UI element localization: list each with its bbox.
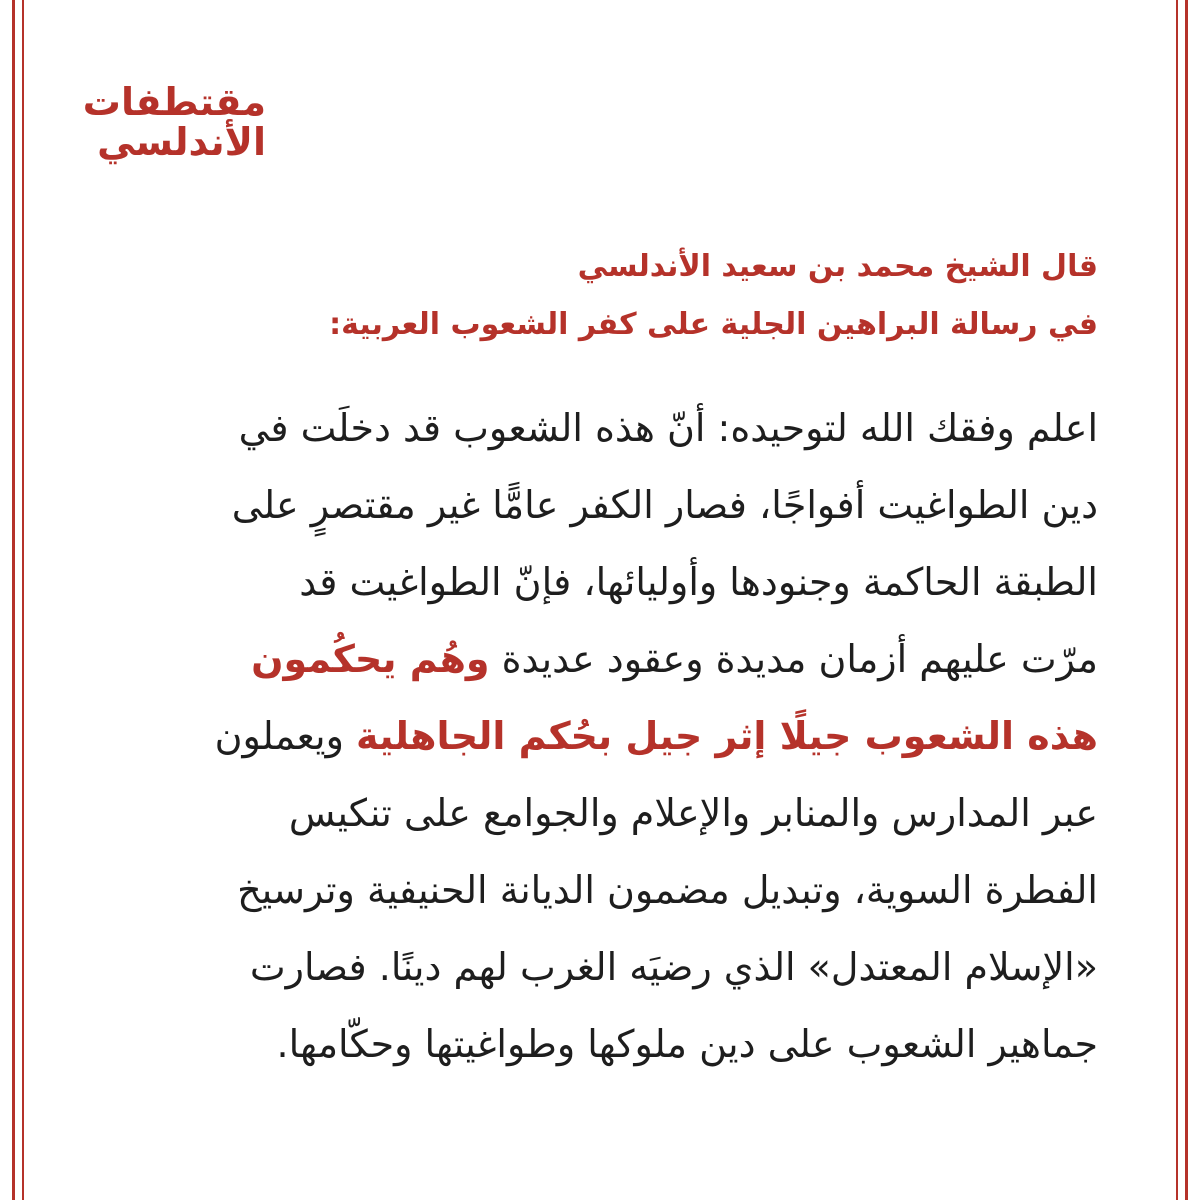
quote-line-6: عبر المدارس والمنابر والإعلام والجوامع على تنكيس	[288, 791, 1098, 835]
quote-line-5-text: ويعملون	[214, 714, 344, 758]
highlighted-phrase-2: هذه الشعوب جيلًا إثر جيل بحُكم الجاهلية	[356, 714, 1098, 758]
logo-line-2: الأندلسي	[97, 120, 266, 164]
quote-line-3: الطبقة الحاكمة وجنودها وأوليائها، فإنّ الطواغيت قد	[299, 560, 1098, 604]
attribution-line-1: قال الشيخ محمد بن سعيد الأندلسي	[577, 249, 1098, 284]
brand-logo	[82, 80, 266, 164]
logo-line-1: مقتطفات	[82, 80, 266, 124]
quote-line-1: اعلم وفقك الله لتوحيده: أنّ هذه الشعوب قد دخلَت في	[238, 406, 1098, 450]
attribution-heading	[98, 238, 1098, 354]
quote-content	[98, 238, 1098, 1083]
quote-line-7: الفطرة السوية، وتبديل مضمون الديانة الحنيفية وترسيخ	[237, 868, 1098, 912]
quote-line-4	[98, 621, 1098, 698]
frame-border-left-inner	[22, 0, 24, 1200]
frame-border-right-outer	[1185, 0, 1188, 1200]
highlighted-phrase-1: وهُم يحكُمون	[251, 637, 490, 681]
quote-line-9: جماهير الشعوب على دين ملوكها وطواغيتها وحكّامها.	[276, 1022, 1098, 1066]
quote-body	[98, 390, 1098, 1083]
quote-line-2: دين الطواغيت أفواجًا، فصار الكفر عامًّا غير مقتصرٍ على	[231, 483, 1098, 527]
quote-line-8: «الإسلام المعتدل» الذي رضيَه الغرب لهم دينًا. فصارت	[249, 945, 1098, 989]
quote-line-5	[98, 698, 1098, 775]
quote-line-4-text: مرّت عليهم أزمان مديدة وعقود عديدة	[501, 637, 1098, 681]
attribution-line-2: في رسالة البراهين الجلية على كفر الشعوب العربية:	[329, 307, 1098, 342]
frame-border-left-outer	[12, 0, 15, 1200]
frame-border-right-inner	[1176, 0, 1178, 1200]
